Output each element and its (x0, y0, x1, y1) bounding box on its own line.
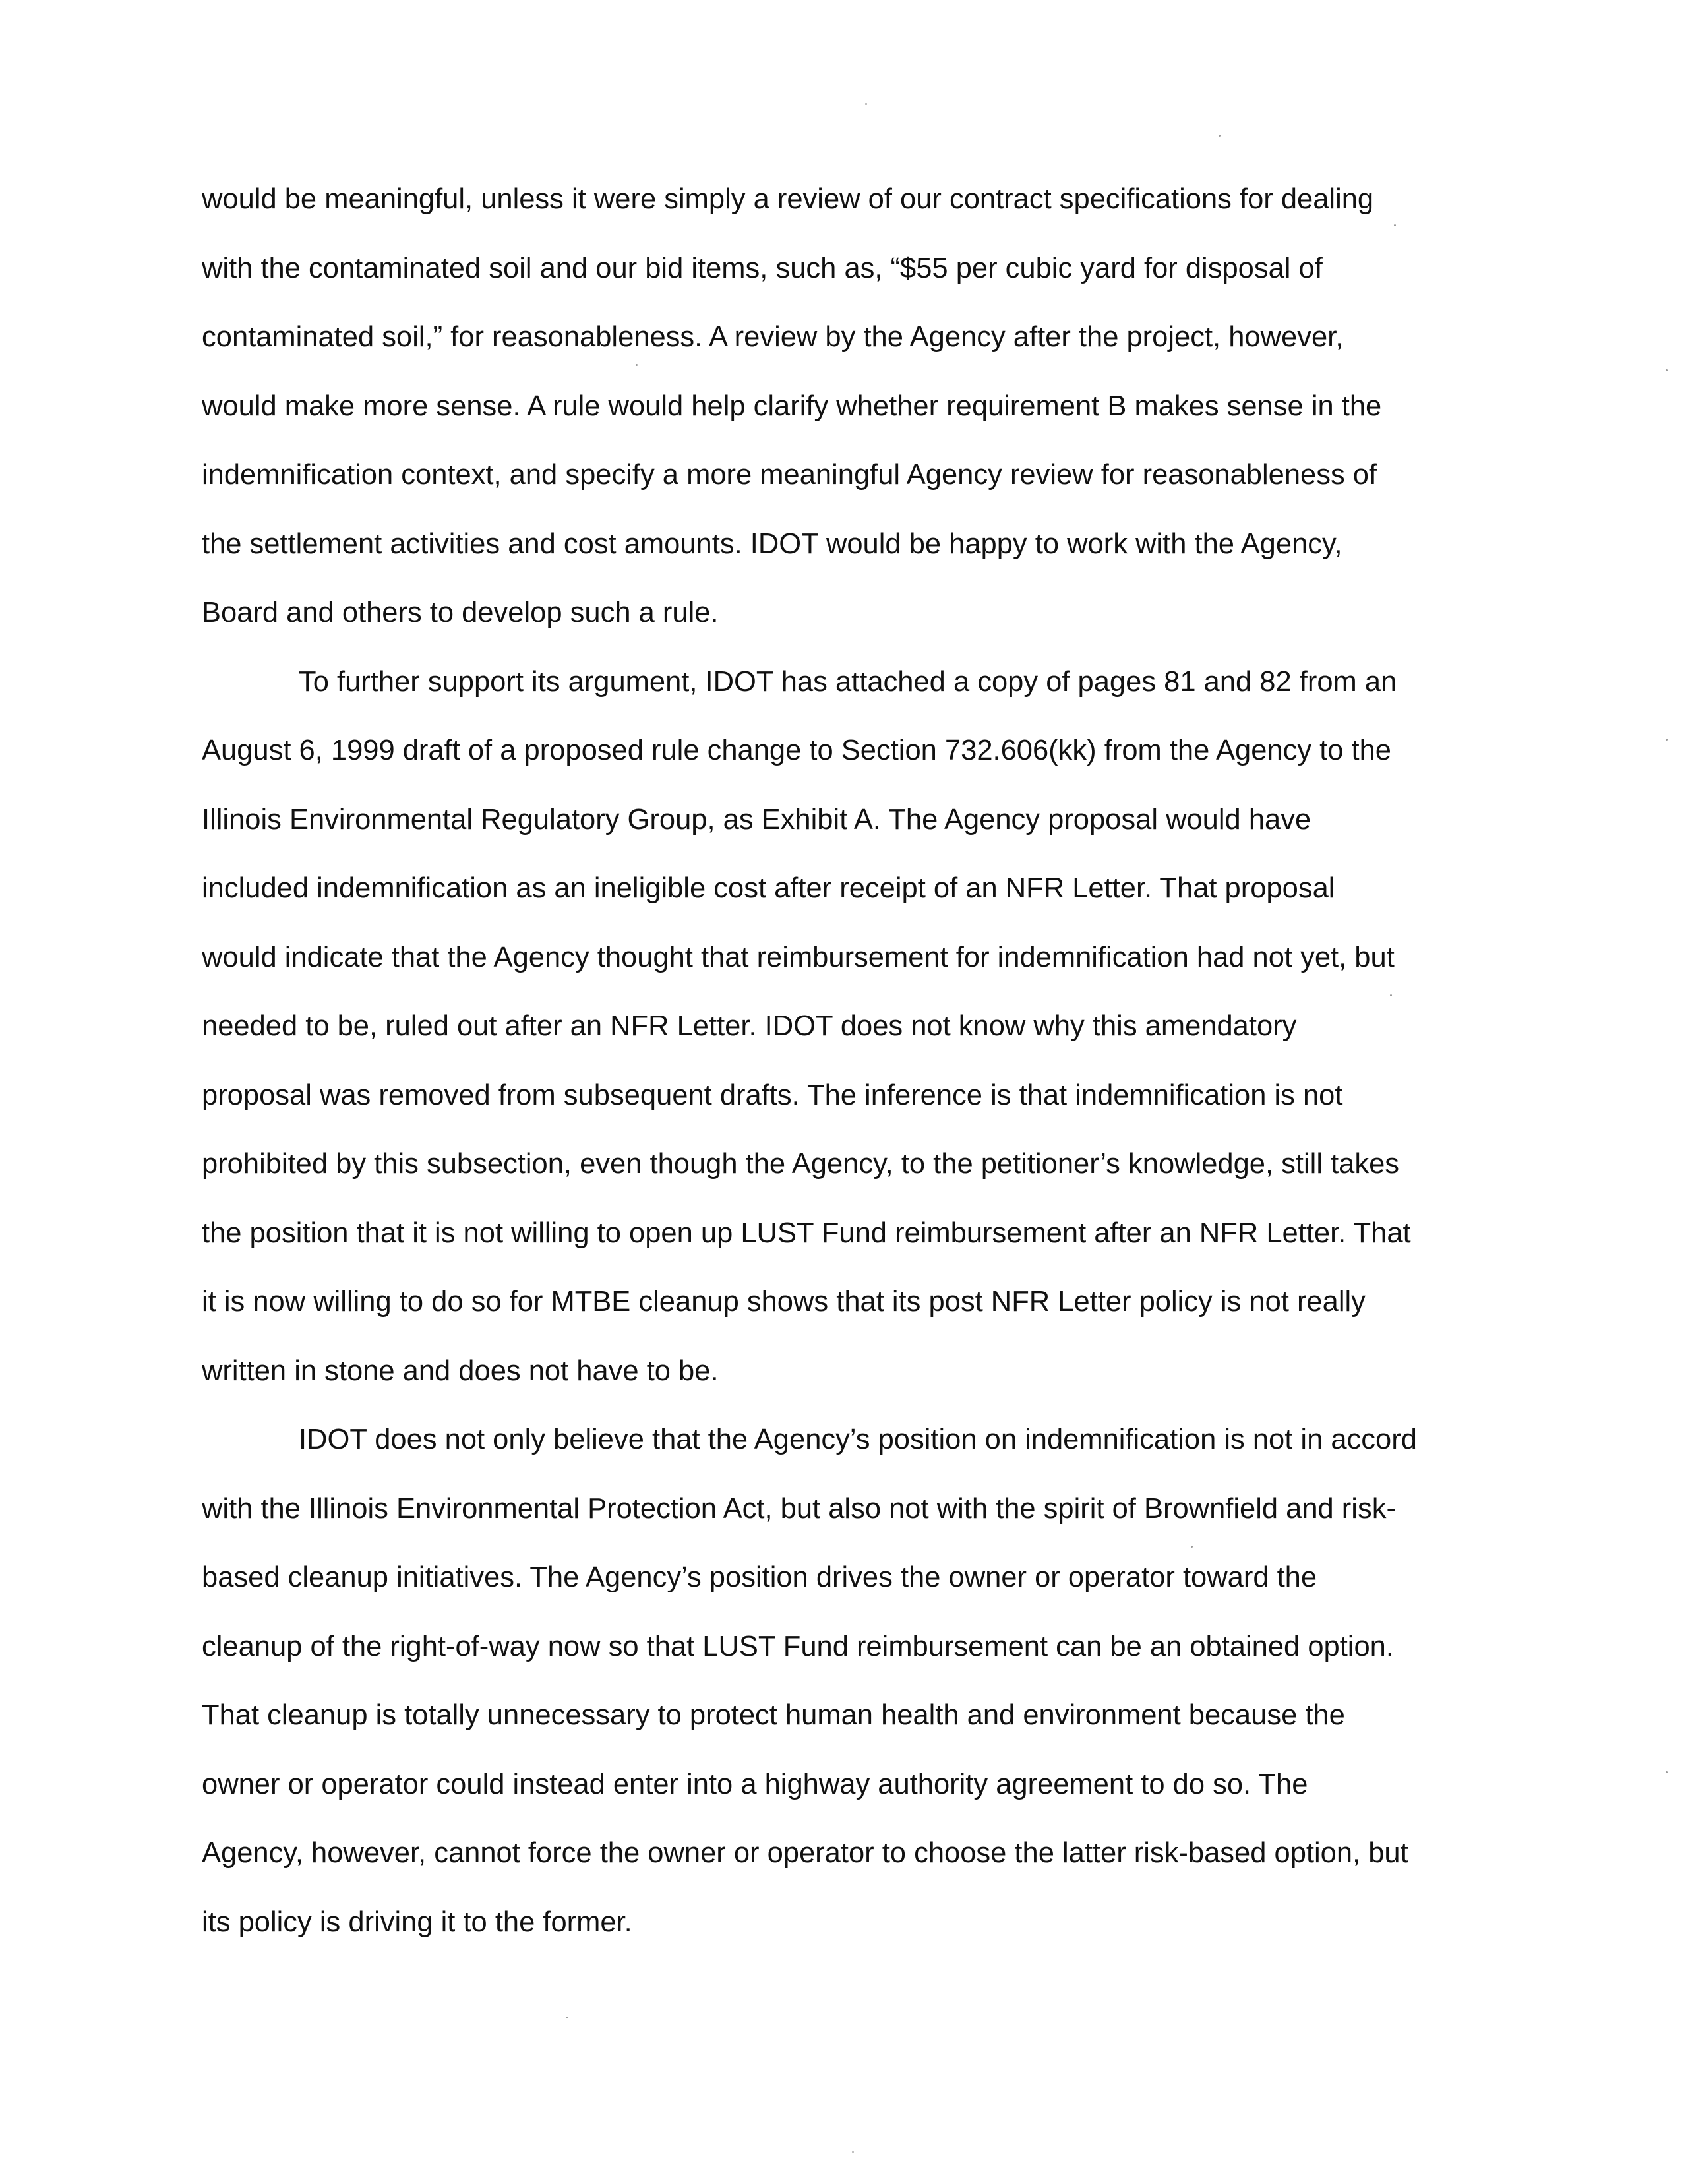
paragraph-3-line-7: Agency, however, cannot force the owner or operator to choose the latter risk-based option, but (202, 1837, 1408, 1869)
paragraph-1-line-2: with the contaminated soil and our bid items, such as, “$55 per cubic yard for disposal of (202, 252, 1323, 284)
scan-speck (1390, 994, 1392, 996)
paragraph-3-line-3: based cleanup initiatives. The Agency’s position drives the owner or operator toward the (202, 1562, 1317, 1593)
scan-speck (1191, 1546, 1193, 1548)
document-body (202, 165, 1494, 1957)
paragraph-2-line-8: prohibited by this subsection, even though the Agency, to the petitioner’s knowledge, still takes (202, 1148, 1400, 1180)
paragraph-2-line-10: it is now willing to do so for MTBE cleanup shows that its post NFR Letter policy is not really (202, 1286, 1366, 1318)
paragraph-3-line-6: owner or operator could instead enter into a highway authority agreement to do so. The (202, 1768, 1308, 1800)
paragraph-1-line-7: Board and others to develop such a rule. (202, 597, 719, 628)
paragraph-3-line-5: That cleanup is totally unnecessary to protect human health and environment because the (202, 1699, 1345, 1731)
paragraph-1-line-3: contaminated soil,” for reasonableness. A review by the Agency after the project, however, (202, 321, 1344, 353)
scan-speck (1666, 1771, 1668, 1773)
paragraph-2-line-7: proposal was removed from subsequent drafts. The inference is that indemnification is not (202, 1079, 1343, 1111)
paragraph-2-line-2: August 6, 1999 draft of a proposed rule change to Section 732.606(kk) from the Agency to the (202, 735, 1391, 766)
scan-speck (852, 2151, 854, 2153)
paragraph-2-line-3: Illinois Environmental Regulatory Group, as Exhibit A. The Agency proposal would have (202, 803, 1311, 835)
paragraph-2-line-6: needed to be, ruled out after an NFR Letter. IDOT does not know why this amendatory (202, 1010, 1297, 1042)
paragraph-2-line-5: would indicate that the Agency thought that reimbursement for indemnification had not yet, but (202, 941, 1395, 973)
paragraph-1-line-5: indemnification context, and specify a more meaningful Agency review for reasonableness of (202, 459, 1377, 491)
scan-speck (865, 103, 867, 105)
paragraph-2-line-4: included indemnification as an ineligible cost after receipt of an NFR Letter. That proposal (202, 872, 1335, 904)
scan-speck (1219, 135, 1221, 136)
paragraph-2-line-11: written in stone and does not have to be. (202, 1354, 719, 1387)
scan-speck (1394, 224, 1396, 226)
paragraph-3-line-1: IDOT does not only believe that the Agency’s position on indemnification is not in accord (299, 1424, 1417, 1455)
paragraph-1-line-6: the settlement activities and cost amounts. IDOT would be happy to work with the Agency, (202, 528, 1342, 560)
scan-speck (636, 364, 638, 366)
scan-speck (566, 2017, 568, 2018)
paragraph-1-line-1: would be meaningful, unless it were simply a review of our contract specifications for dealing (202, 183, 1374, 215)
paragraph-2-line-1: To further support its argument, IDOT has attached a copy of pages 81 and 82 from an (299, 665, 1397, 698)
paragraph-2-line-9: the position that it is not willing to open up LUST Fund reimbursement after an NFR Letter. That (202, 1217, 1411, 1249)
paragraph-3-line-8: its policy is driving it to the former. (202, 1906, 632, 1938)
paragraph-3-line-2: with the Illinois Environmental Protection Act, but also not with the spirit of Brownfield and risk- (202, 1492, 1396, 1525)
paragraph-3-line-4: cleanup of the right-of-way now so that LUST Fund reimbursement can be an obtained option. (202, 1630, 1394, 1662)
scan-speck (1666, 369, 1668, 371)
paragraph-1-line-4: would make more sense. A rule would help clarify whether requirement B makes sense in the (202, 390, 1382, 422)
scan-speck (1666, 739, 1668, 741)
